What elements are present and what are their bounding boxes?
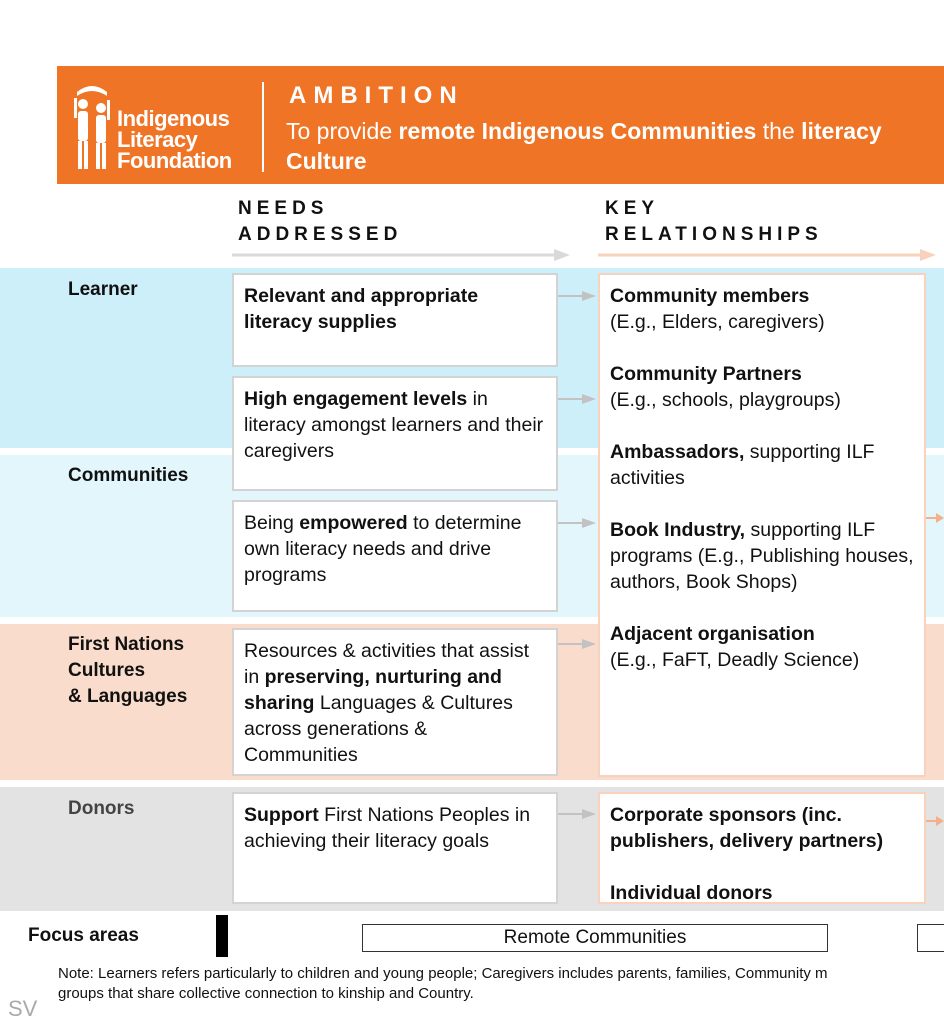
row-label-cultures: First Nations Cultures & Languages bbox=[68, 634, 188, 707]
relationships-heading-arrow bbox=[598, 248, 940, 262]
arrow-need5 bbox=[558, 807, 598, 821]
arrow-out-relationships bbox=[926, 511, 944, 525]
arrow-need4 bbox=[558, 637, 598, 651]
ambition-title: AMBITION bbox=[289, 82, 464, 109]
ambition-statement: To provide remote Indigenous Communities the literacy Culture bbox=[286, 118, 882, 174]
focus-areas-label: Focus areas bbox=[28, 925, 139, 946]
relationships-community-box bbox=[598, 273, 926, 777]
needs-addressed-heading: NEEDS ADDRESSED bbox=[238, 198, 403, 245]
need-donor-support: Support First Nations Peoples in achieving their literacy goals bbox=[232, 792, 558, 904]
watermark: SV bbox=[8, 996, 38, 1021]
relationships-donor-box bbox=[598, 792, 926, 904]
need-engagement: High engagement levels in literacy amongst learners and their caregivers bbox=[232, 376, 558, 491]
row-label-donors: Donors bbox=[68, 798, 135, 819]
needs-heading-arrow bbox=[232, 248, 572, 262]
focus-areas-marker bbox=[216, 915, 228, 957]
need-literacy-supplies: Relevant and appropriate literacy supplies bbox=[232, 273, 558, 367]
relationship-book-industry: Book Industry, supporting ILF programs (E.g., Publishing houses, authors, Book Shops) bbox=[610, 519, 914, 593]
relationship-community-members: Community members (E.g., Elders, caregivers) bbox=[610, 285, 825, 333]
relationship-adjacent-organisation: Adjacent organisation (E.g., FaFT, Deadly Science) bbox=[610, 623, 860, 671]
relationship-individual-donors: Individual donors bbox=[610, 882, 773, 904]
header-divider bbox=[262, 82, 264, 172]
footnote: Note: Learners refers particularly to children and young people; Caregivers includes parents, families, Community m groups that share collective connection to kinship and Country. bbox=[58, 965, 828, 1002]
relationship-community-partners: Community Partners (E.g., schools, playgroups) bbox=[610, 363, 841, 411]
row-label-communities: Communities bbox=[68, 465, 189, 486]
children-reading-book-icon bbox=[71, 78, 113, 174]
logo-wordmark: Indigenous Literacy Foundation bbox=[117, 106, 232, 173]
arrow-need3 bbox=[558, 516, 598, 530]
relationship-corporate-sponsors: Corporate sponsors (inc. publishers, delivery partners) bbox=[610, 804, 884, 852]
relationship-ambassadors: Ambassadors, supporting ILF activities bbox=[610, 441, 875, 489]
need-cultural-resources: Resources & activities that assist in preserving, nurturing and sharing Languages & Cultures across generations & Communities bbox=[232, 628, 558, 776]
key-relationships-heading: KEY RELATIONSHIPS bbox=[605, 198, 823, 245]
row-label-learner: Learner bbox=[68, 279, 138, 300]
focus-area-remote-communities: Remote Communities bbox=[362, 924, 828, 952]
arrow-need2 bbox=[558, 392, 598, 406]
arrow-need1 bbox=[558, 289, 598, 303]
need-empowerment: Being empowered to determine own literacy needs and drive programs bbox=[232, 500, 558, 612]
ambition-header bbox=[57, 66, 944, 184]
focus-area-next bbox=[917, 924, 944, 952]
arrow-out-donors bbox=[926, 814, 944, 828]
